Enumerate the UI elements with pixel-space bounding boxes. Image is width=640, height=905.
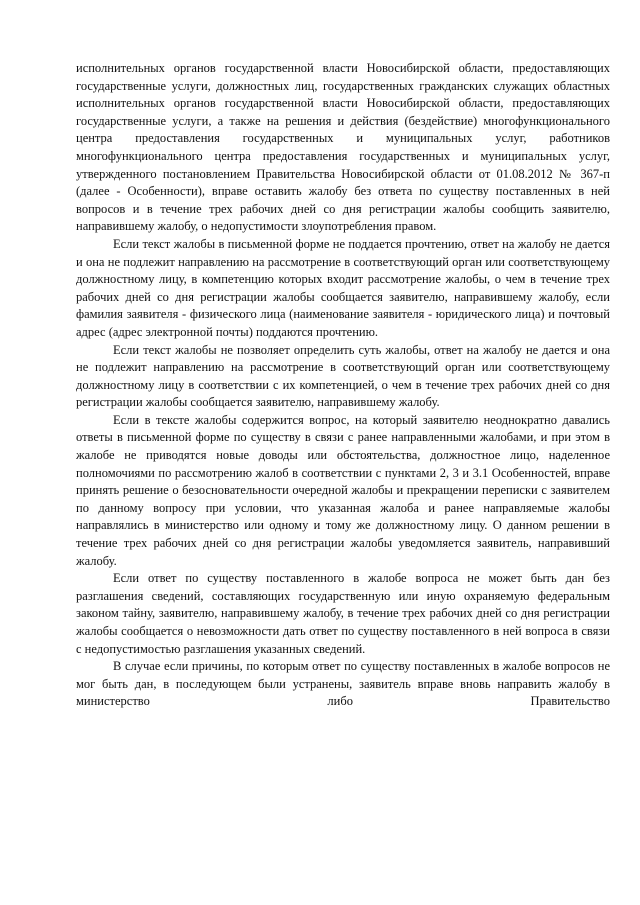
- paragraph: Если в тексте жалобы содержится вопрос, на который заявителю неоднократно давались ответы в письменной форме по существу в связи с ранее направленными жалобами, и при этом в жалобе не приводятся новые доводы или обстоятельства, должностное лицо, наделенное полномочиями по рассмотрению жалоб в соответствии с пунктами 2, 3 и 3.1 Особенностей, вправе принять решение о безосновательности очередной жалобы и прекращении переписки с заявителем по данному вопросу при условии, что указанная жалоба и ранее направляемые жалобы направлялись в министерство или одному и тому же должностному лицу. О данном решении в течение трех рабочих дней со дня регистрации жалобы уведомляется заявитель, направивший жалобу.: [76, 412, 610, 568]
- paragraph: Если текст жалобы в письменной форме не поддается прочтению, ответ на жалобу не дается и она не подлежит направлению на рассмотрение в соответствующий орган или соответствующему должностному лицу, в компетенцию которых входит рассмотрение жалобы, о чем в течение трех рабочих дней со дня регистрации жалобы сообщается заявителю, направившему жалобу, если фамилия заявителя - физического лица (наименование заявителя - юридического лица) и почтовый адрес (адрес электронной почты) поддаются прочтению.: [76, 236, 610, 339]
- paragraph: В случае если причины, по которым ответ по существу поставленных в жалобе вопросов не мог быть дан, в последующем были устранены, заявитель вправе вновь направить жалобу в министерство либо Правительство: [76, 659, 610, 709]
- paragraph: Если ответ по существу поставленного в жалобе вопроса не может быть дан без разглашения сведений, составляющих государственную или иную охраняемую федеральным законом тайну, заявителю, направившему жалобу, в течение трех рабочих дней со дня регистрации жалобы сообщается о невозможности дать ответ по существу поставленного в ней вопроса в связи с недопустимостью разглашения указанных сведений.: [76, 571, 610, 656]
- paragraph: исполнительных органов государственной власти Новосибирской области, предоставляющих государственные услуги, должностных лиц, государственных гражданских служащих областных исполнительных органов государственной власти Новосибирской области, предоставляющих государственные услуги, а также на решения и действия (бездействие) многофункционального центра предоставления государственных и муниципальных услуг, работников многофункционального центра предоставления государственных и муниципальных услуг, утвержденного постановлением Правительства Новосибирской области от 01.08.2012 № 367-п (далее - Особенности), вправе оставить жалобу без ответа по существу поставленных в ней вопросов и в течение трех рабочих дней со дня регистрации жалобы сообщить заявителю, направившему жалобу, о недопустимости злоупотребления правом.: [76, 61, 610, 234]
- paragraph: Если текст жалобы не позволяет определить суть жалобы, ответ на жалобу не дается и она не подлежит направлению на рассмотрение в соответствующий орган или соответствующему должностному лицу в соответствии с их компетенцией, о чем в течение трех рабочих дней со дня регистрации жалобы сообщается заявителю, направившему жалобу.: [76, 342, 610, 410]
- body-text: [76, 60, 610, 711]
